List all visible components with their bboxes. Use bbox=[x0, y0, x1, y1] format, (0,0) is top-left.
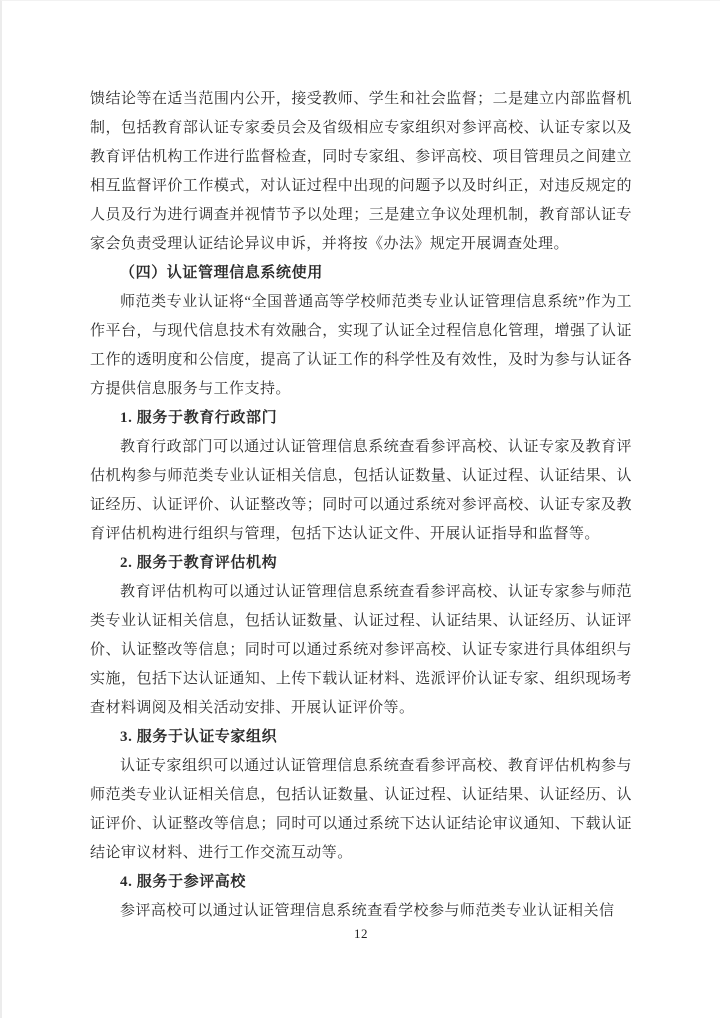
paragraph-continuation: 馈结论等在适当范围内公开，接受教师、学生和社会监督；二是建立内部监督机制，包括教育部认证专家委员会及省级相应专家组织对参评高校、认证专家以及教育评估机构工作进行监督检查，同时专家组、参评高校、项目管理员之间建立相互监督评价工作模式，对认证过程中出现的问题予以及时纠正，对违反规定的人员及行为进行调查并视情节予以处理；三是建立争议处理机制，教育部认证专家会负责受理认证结论异议申诉，并将按《办法》规定开展调查处理。 bbox=[90, 91, 632, 252]
paragraph-truncated: 参评高校可以通过认证管理信息系统查看学校参与师范类专业认证相关信 bbox=[120, 903, 615, 919]
subheading-2: 2. 服务于教育评估机构 bbox=[120, 555, 278, 571]
section-heading-4: （四）认证管理信息系统使用 bbox=[120, 265, 323, 281]
page-number: 12 bbox=[354, 926, 368, 941]
paragraph: 教育评估机构可以通过认证管理信息系统查看参评高校、认证专家参与师范类专业认证相关信息，包括认证数量、认证过程、认证结果、认证经历、认证评价、认证整改等信息；同时可以通过系统对参评高校、认证专家进行具体组织与实施，包括下达认证通知、上传下载认证材料、选派评价认证专家、组织现场考查材料调阅及相关活动安排、开展认证评价等。 bbox=[90, 584, 632, 716]
paragraph: 师范类专业认证将“全国普通高等学校师范类专业认证管理信息系统”作为工作平台，与现代信息技术有效融合，实现了认证全过程信息化管理，增强了认证工作的透明度和公信度，提高了认证工作的科学性及有效性，及时为参与认证各方提供信息服务与工作支持。 bbox=[90, 294, 632, 397]
subheading-1: 1. 服务于教育行政部门 bbox=[120, 410, 278, 426]
paragraph: 认证专家组织可以通过认证管理信息系统查看参评高校、教育评估机构参与师范类专业认证相关信息，包括认证数量、认证过程、认证结果、认证经历、认证评价、认证整改等信息；同时可以通过系统下达认证结论审议通知、下载认证结论审议材料、进行工作交流互动等。 bbox=[90, 758, 632, 861]
document-body bbox=[90, 85, 632, 926]
subheading-3: 3. 服务于认证专家组织 bbox=[120, 729, 278, 745]
paragraph: 教育行政部门可以通过认证管理信息系统查看参评高校、认证专家及教育评估机构参与师范类专业认证相关信息，包括认证数量、认证过程、认证结果、认证经历、认证评价、认证整改等；同时可以通过系统对参评高校、认证专家及教育评估机构进行组织与管理，包括下达认证文件、开展认证指导和监督等。 bbox=[90, 439, 632, 542]
subheading-4: 4. 服务于参评高校 bbox=[120, 874, 247, 890]
